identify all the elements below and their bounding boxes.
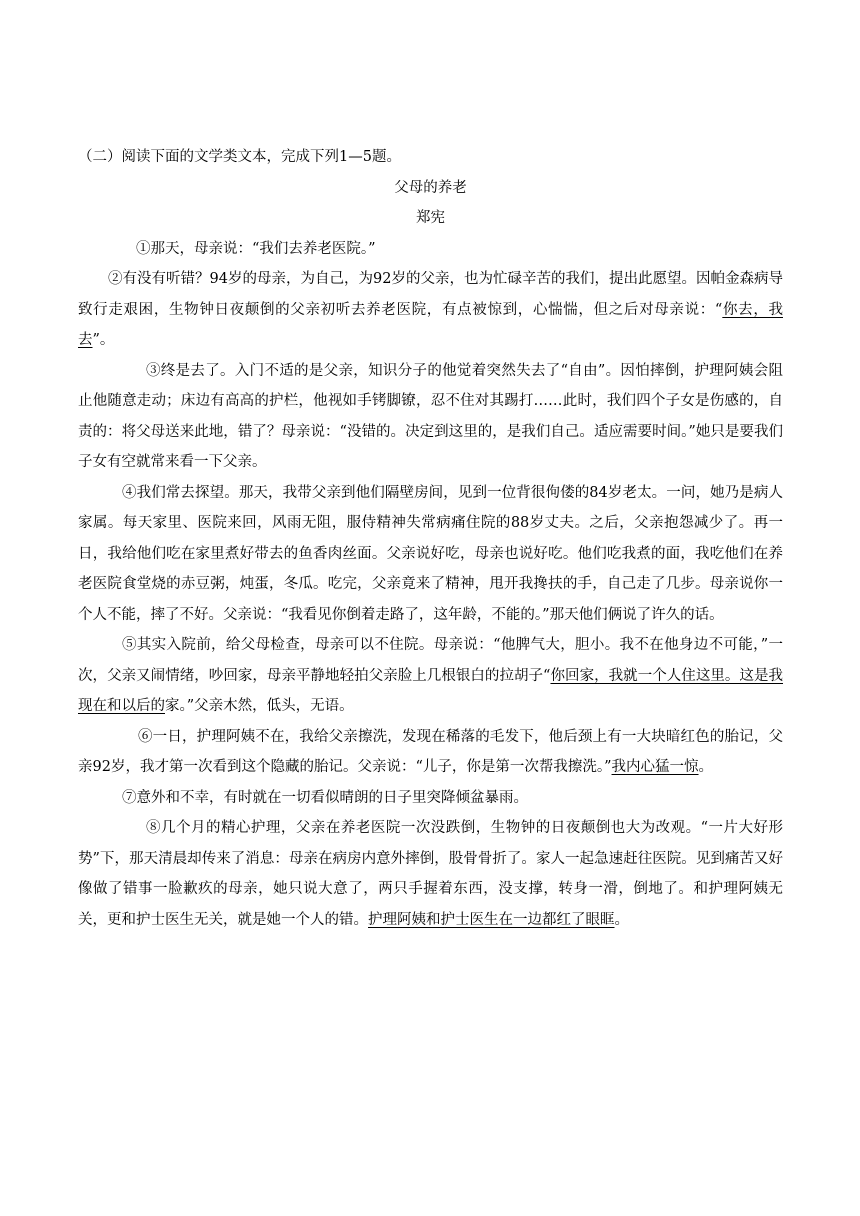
paragraph-3 [78,356,783,478]
underlined-phrase: 我内心猛一惊 [611,759,699,775]
paragraph-text: 。 [614,911,629,928]
document-body [78,142,783,935]
paragraph-2 [78,264,783,356]
underlined-phrase: 你去，我去 [78,301,783,348]
paragraph-6 [78,722,783,783]
paragraph-text: ③终是去了。入门不适的是父亲，知识分子的他觉着突然失去了“自由”。因怕摔倒，护理阿姨会阻止他随意走动；床边有高高的护栏，他视如手铐脚镣，忍不住对其踢打……此时，我们四个子女是伤感的，自责的：将父母送来此地，错了？母亲说：“没错的。决定到这里的，是我们自己。适应需要时间。”她只是要我们子女有空就常来看一下父亲。 [78,362,783,470]
paragraph-7 [78,783,783,814]
section-heading: （二）阅读下面的文学类文本，完成下列1—5题。 [78,149,401,165]
underlined-phrase: 你回家，我就一个人住这里。这是我现在和以后的 [78,667,783,714]
paragraph-1 [78,234,783,265]
paragraph-4 [78,478,783,631]
paragraph-text: ④我们常去探望。那天，我带父亲到他们隔壁房间，见到一位背很佝偻的84岁老太。一问，她乃是病人家属。每天家里、医院来回，风雨无阻，服侍精神失常病痛住院的88岁丈夫。之后，父亲抱怨减少了。再一日，我给他们吃在家里煮好带去的鱼香肉丝面。父亲说好吃，母亲也说好吃。他们吃我煮的面，我吃他们在养老医院食堂烧的赤豆粥，炖蛋，冬瓜。吃完，父亲竟来了精神，甩开我搀扶的手，自己走了几步。母亲说你一个人不能，摔了不好。父亲说：“我看见你倒着走路了，这年龄，不能的。”那天他们俩说了许久的话。 [78,484,783,623]
paragraph-8 [78,813,783,935]
paragraph-text: ⑤其实入院前，给父母检查，母亲可以不住院。母亲说：“他脾气大，胆小。我不在他身边不可能，”一次，父亲又闹情绪，吵回家，母亲平静地轻拍父亲脸上几根银白的拉胡子“ [78,637,783,684]
paragraph-text: ⑧几个月的精心护理，父亲在养老医院一次没跌倒，生物钟的日夜颠倒也大为改观。“一片大好形势”下，那天清晨却传来了消息：母亲在病房内意外摔倒，股骨骨折了。家人一起急速赶往医院。见到痛苦又好像做了错事一脸歉疚的母亲，她只说大意了，两只手握着东西，没支撑，转身一滑，倒地了。和护理阿姨无关，更和护士医生无关，就是她一个人的错。 [78,820,783,928]
paragraph-5 [78,630,783,722]
paragraph-text: ②有没有听错？94岁的母亲，为自己，为92岁的父亲，也为忙碌辛苦的我们，提出此愿望。因帕金森病导致行走艰困，生物钟日夜颠倒的父亲初听去养老医院，有点被惊到，心惴惴，但之后对母亲说：“ [78,271,783,318]
paragraph-text: ①那天，母亲说：“我们去养老医院。” [136,240,376,257]
paragraph-text: 。 [698,759,714,775]
paragraph-text: ⑥一日，护理阿姨不在，我给父亲擦洗，发现在稀落的毛发下，他后颈上有一大块暗红色的胎记，父亲92岁，我才第一次看到这个隐藏的胎记。父亲说：“儿子，你是第一次帮我擦洗。” [78,728,783,775]
underlined-phrase: 护理阿姨和护士医生在一边都红了眼眶 [368,911,615,928]
paragraph-text: ”。 [92,332,115,348]
paragraph-text: 家。”父亲木然，低头，无语。 [165,698,354,714]
article-title: 父母的养老 [394,179,467,196]
article-author: 郑宪 [416,210,445,226]
paragraph-text: ⑦意外和不幸，有时就在一切看似晴朗的日子里突降倾盆暴雨。 [122,789,528,806]
